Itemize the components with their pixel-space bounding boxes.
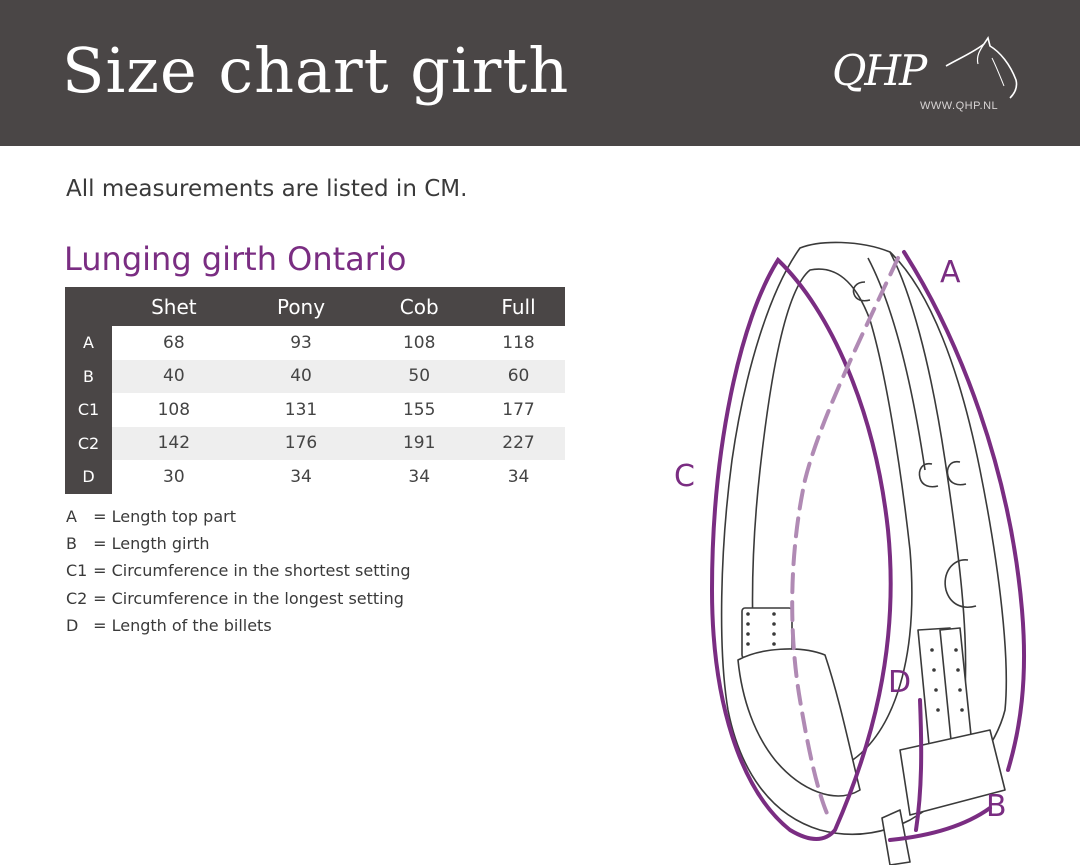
- table-header-row: [65, 287, 565, 326]
- legend-item: [66, 506, 411, 533]
- size-table: [65, 287, 565, 494]
- row-header: C2: [65, 427, 112, 461]
- table-cell: 93: [290, 332, 312, 353]
- column-header: Full: [472, 287, 565, 326]
- product-title: Lunging girth Ontario: [64, 240, 407, 278]
- table-cell: 108: [402, 332, 436, 353]
- column-header: Pony: [236, 287, 367, 326]
- legend-item: [66, 615, 411, 642]
- legend-key: D: [66, 615, 79, 635]
- table-cell: 40: [112, 360, 236, 394]
- table-row: [65, 326, 565, 360]
- table-cell: 50: [366, 360, 472, 394]
- column-header: Shet: [112, 287, 236, 326]
- logo-url[interactable]: WWW.QHP.NL: [920, 100, 999, 112]
- legend-text: = Circumference in the longest setting: [93, 588, 404, 608]
- table-cell: 118: [502, 332, 535, 353]
- table-cell: 131: [284, 399, 318, 420]
- girth-diagram: [660, 230, 1080, 865]
- table-row: [65, 393, 565, 427]
- qhp-logo[interactable]: [828, 36, 1028, 120]
- legend-item: [66, 533, 411, 560]
- table-cell: 34: [408, 466, 431, 487]
- girth-outline: [722, 242, 1007, 865]
- legend-text: = Circumference in the shortest setting: [93, 561, 411, 581]
- row-header: A: [65, 326, 112, 360]
- table-cell: 191: [366, 427, 472, 461]
- table-row: [65, 427, 565, 461]
- legend-text: = Length top part: [93, 507, 236, 526]
- legend-key: A: [66, 507, 77, 526]
- table-cell: 34: [290, 466, 312, 487]
- diagram-label-a: A: [940, 255, 961, 290]
- row-header: C1: [65, 393, 112, 427]
- logo-wordmark: QHP: [832, 46, 926, 95]
- table-corner: [65, 287, 112, 326]
- legend-text: = Length girth: [93, 534, 210, 554]
- table-row: [65, 360, 565, 394]
- table-cell: 176: [236, 427, 367, 461]
- legend-text: = Length of the billets: [93, 615, 272, 635]
- legend-item: [66, 588, 411, 615]
- legend-key: C1: [66, 561, 88, 581]
- table-cell: 40: [236, 360, 367, 394]
- table-cell: 60: [472, 360, 565, 394]
- table-cell: 68: [163, 332, 185, 353]
- measurement-note: All measurements are listed in CM.: [66, 176, 468, 202]
- diagram-label-b: B: [986, 789, 1007, 824]
- diagram-label-d: D: [888, 665, 912, 700]
- table-cell: 155: [402, 399, 436, 420]
- table-cell: 227: [472, 427, 565, 461]
- legend-item: [66, 560, 411, 587]
- row-header: B: [65, 360, 112, 394]
- legend-key: C2: [66, 588, 88, 608]
- legend-key: B: [66, 534, 77, 554]
- diagram-label-c: C: [674, 459, 695, 494]
- legend: [66, 506, 411, 642]
- table-cell: 177: [502, 399, 535, 420]
- header-banner: [0, 0, 1080, 146]
- page-title: Size chart girth: [62, 34, 570, 107]
- table-cell: 142: [112, 427, 236, 461]
- table-cell: 108: [157, 399, 191, 420]
- table-row: [65, 460, 565, 494]
- table-cell: 34: [507, 466, 530, 487]
- row-header: D: [65, 460, 112, 494]
- column-header: Cob: [366, 287, 472, 326]
- table-cell: 30: [163, 466, 185, 487]
